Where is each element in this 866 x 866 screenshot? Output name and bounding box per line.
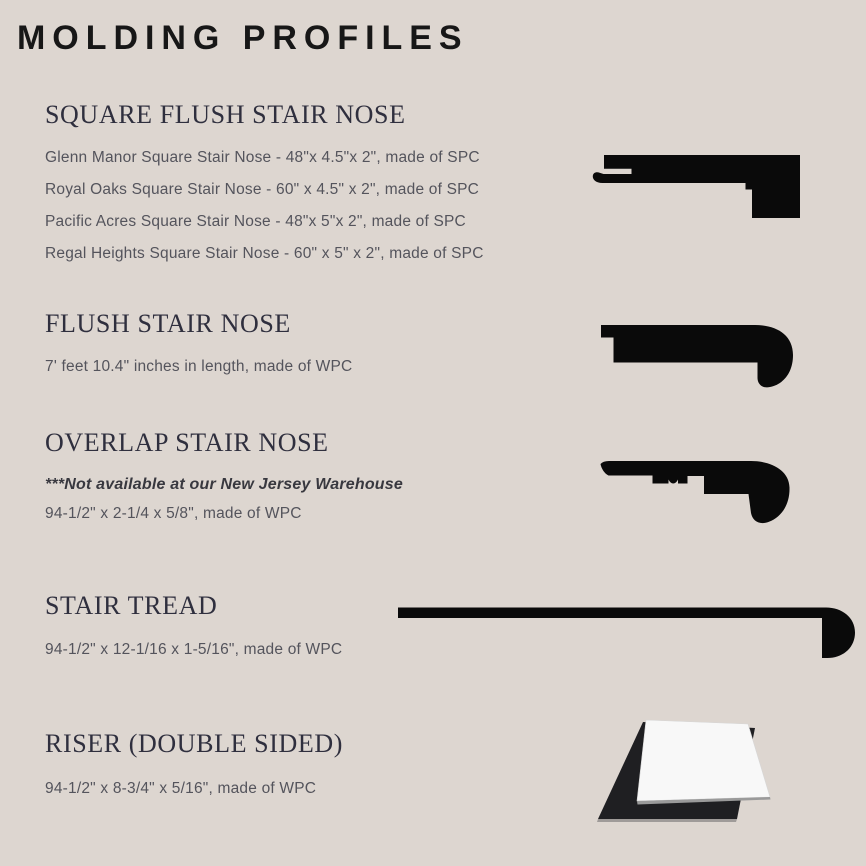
section-heading-riser-double-sided: RISER (DOUBLE SIDED): [45, 729, 343, 758]
square-flush-stair-nose-profile-icon: [593, 155, 800, 218]
product-line: Pacific Acres Square Stair Nose - 48"x 5"x 2", made of SPC: [45, 213, 466, 230]
stair-tread-profile-icon: [398, 608, 855, 659]
section-heading-flush-stair-nose: FLUSH STAIR NOSE: [45, 309, 291, 338]
product-line: 94-1/2" x 12-1/16 x 1-5/16", made of WPC: [45, 641, 343, 658]
page-title: MOLDING PROFILES: [17, 19, 469, 57]
product-line: Regal Heights Square Stair Nose - 60" x 5" x 2", made of SPC: [45, 245, 484, 262]
overlap-stair-nose-profile-icon: [601, 461, 790, 523]
product-line: Glenn Manor Square Stair Nose - 48"x 4.5"x 2", made of SPC: [45, 149, 480, 166]
riser-double-sided-photo: [597, 720, 771, 822]
product-line: 94-1/2" x 8-3/4" x 5/16", made of WPC: [45, 780, 317, 797]
product-line: 7' feet 10.4" inches in length, made of WPC: [45, 358, 353, 375]
riser-white-panel: [637, 720, 770, 801]
section-heading-square-flush-stair-nose: SQUARE FLUSH STAIR NOSE: [45, 100, 406, 129]
product-line: Royal Oaks Square Stair Nose - 60" x 4.5" x 2", made of SPC: [45, 181, 480, 198]
section-heading-stair-tread: STAIR TREAD: [45, 591, 218, 620]
availability-note: ***Not available at our New Jersey Warehouse: [45, 476, 403, 493]
section-heading-overlap-stair-nose: OVERLAP STAIR NOSE: [45, 428, 329, 457]
riser-black-panel-edge: [597, 819, 737, 822]
product-line: 94-1/2" x 2-1/4 x 5/8", made of WPC: [45, 505, 302, 522]
flush-stair-nose-profile-icon: [601, 325, 793, 387]
